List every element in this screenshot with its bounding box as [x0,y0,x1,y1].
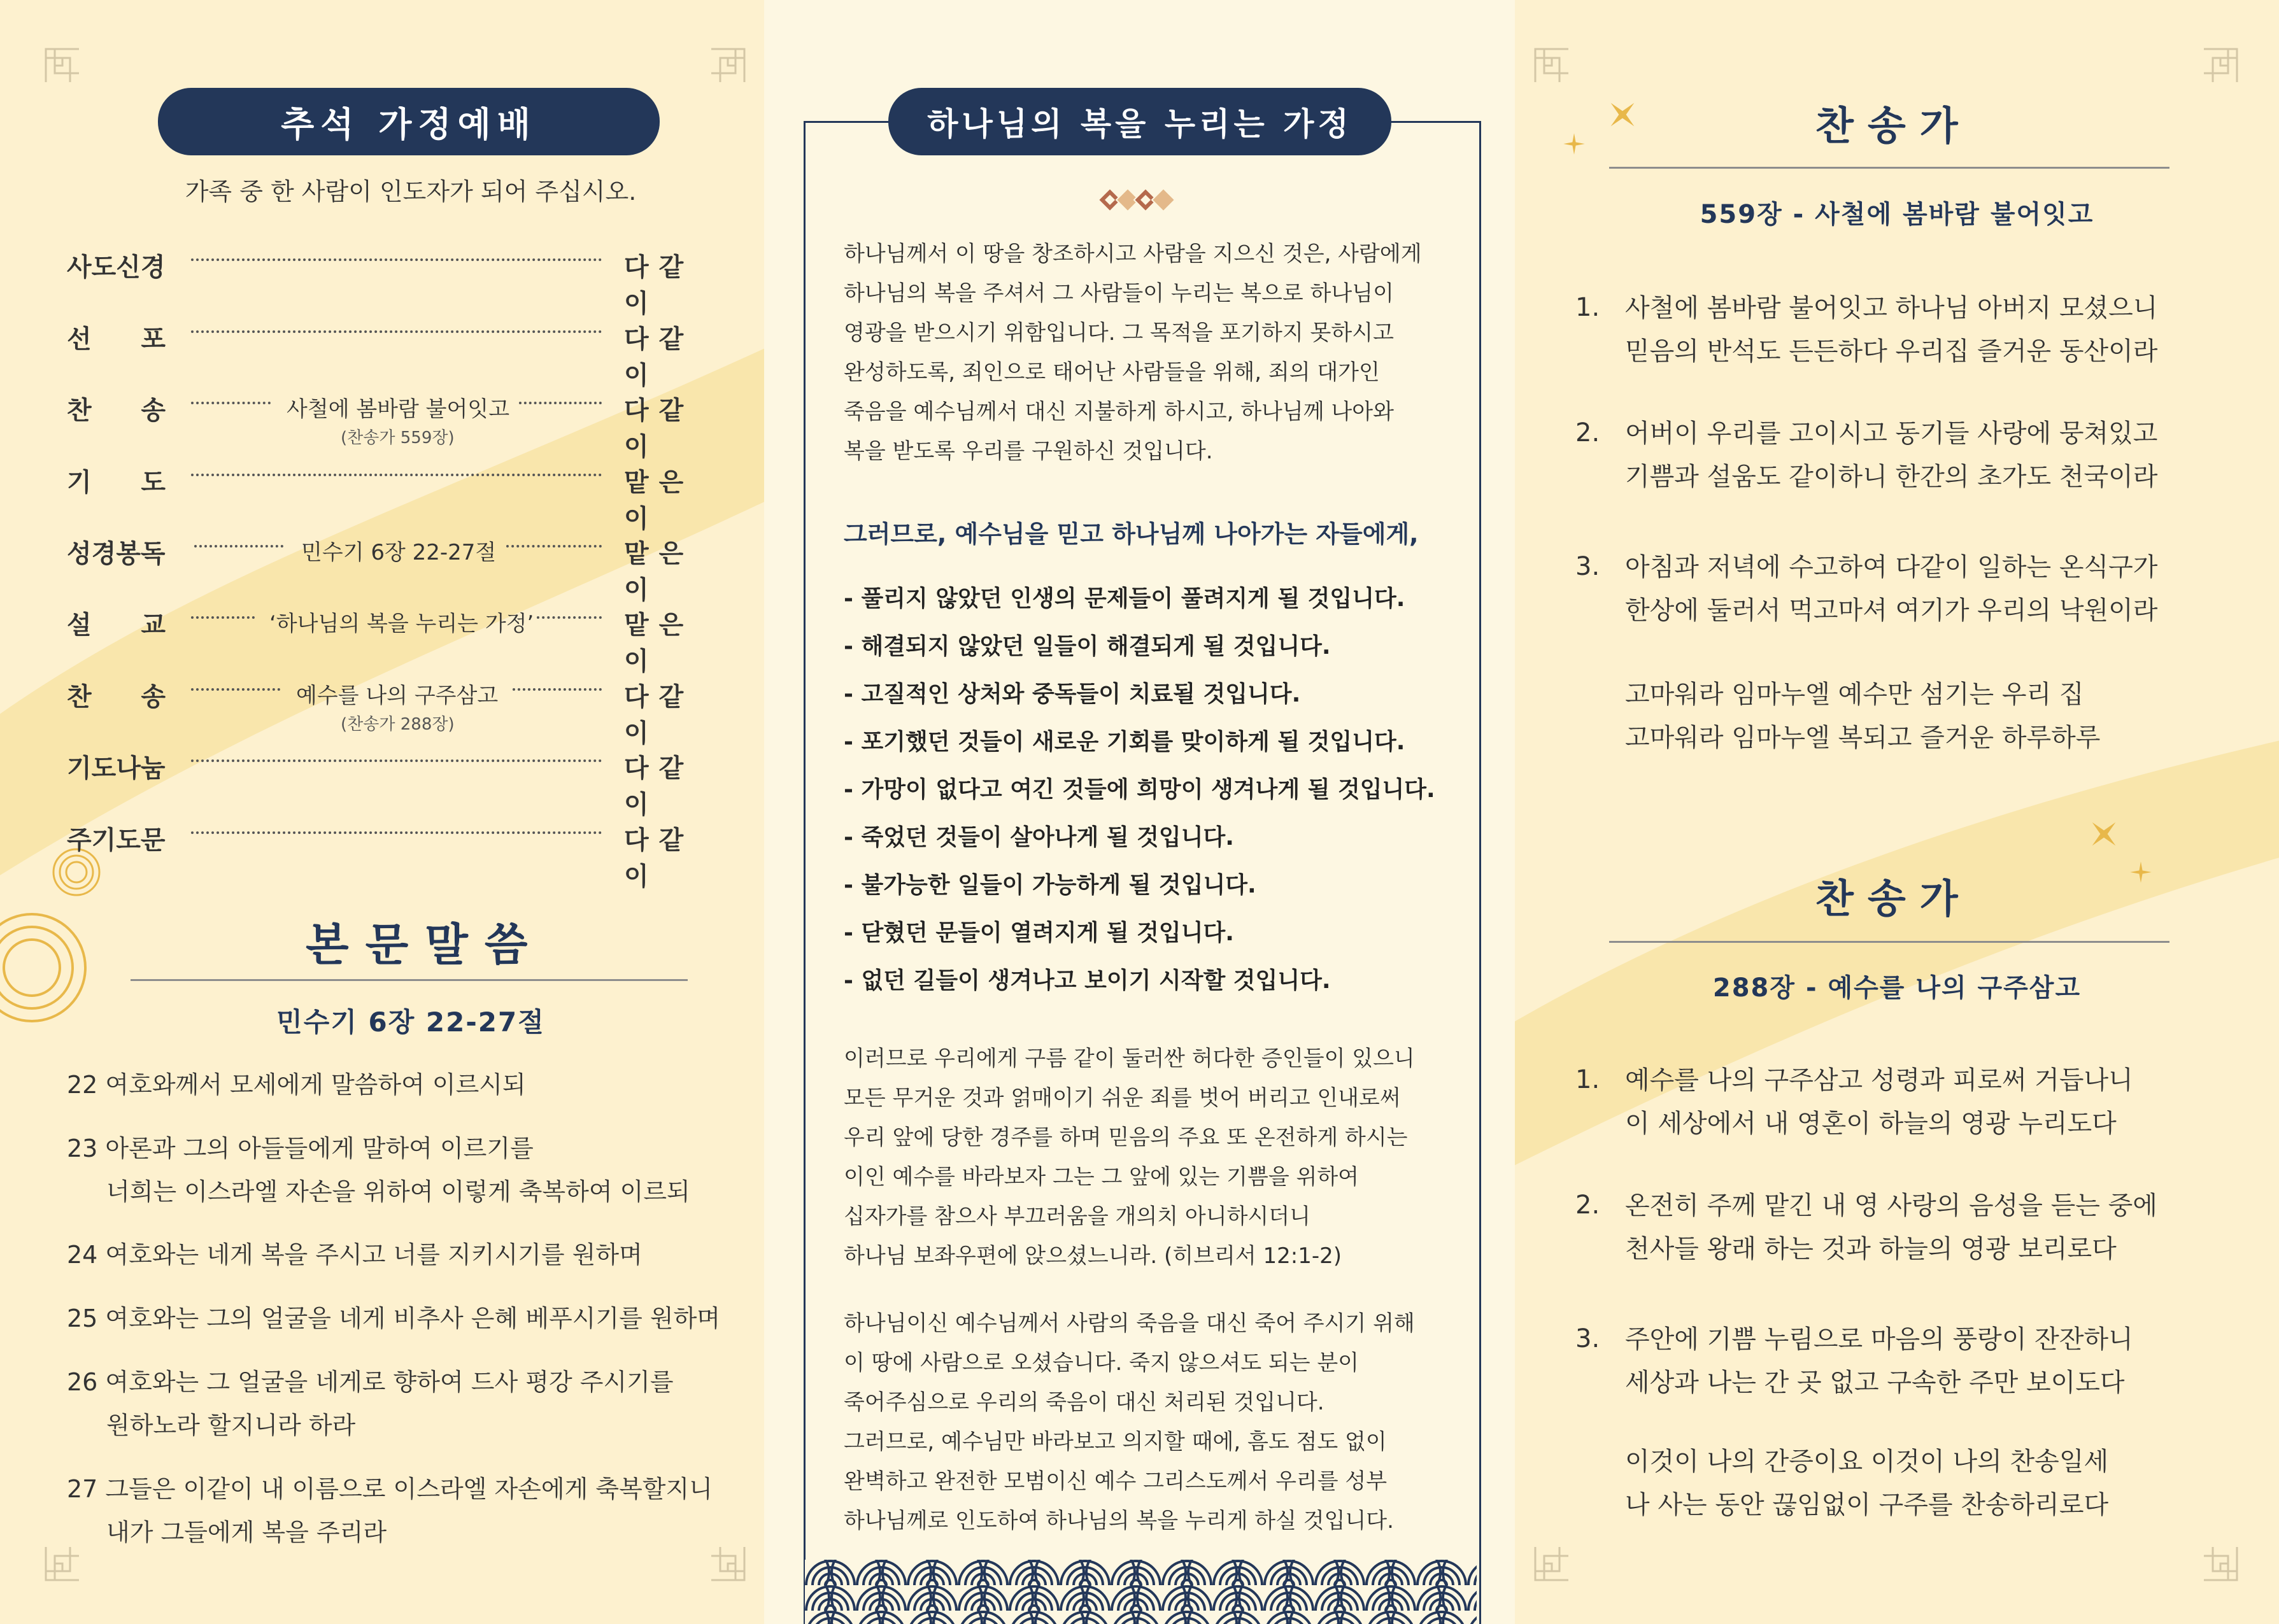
order-participant: 다같이 [624,754,694,819]
promise-item: - 닫혔던 문들이 열려지게 될 것입니다. [844,920,1234,946]
dot-leader [191,759,602,762]
dot-leader [191,402,271,404]
emphasis-line: 그러므로, 예수님을 믿고 하나님께 나아가는 자들에게, [844,520,1419,548]
order-content: ‘하나님의 복을 누리는 가정’ [269,611,534,637]
dot-leader [191,330,602,333]
sparkle-icon [1563,132,1586,155]
hymn-2-divider [1609,941,2169,943]
left-panel [0,0,764,1624]
order-label: 선 포 [67,325,166,354]
hymn-2-refrain: 이것이 나의 간증이요 이것이 나의 찬송일세 나 사는 동안 끊임없이 구주를 찬송하리로다 [1625,1447,2109,1520]
hymn-1-title: 559장 - 사철에 봄바람 불어잇고 [1700,200,2094,229]
worship-title-banner [158,88,660,155]
hymn-2-title: 288장 - 예수를 나의 구주삼고 [1712,973,2082,1003]
dot-leader [191,831,602,834]
stanza-number: 2. [1575,418,1600,448]
order-participant: 다같이 [624,325,694,390]
order-row-hymn-1 [67,385,723,462]
middle-panel [764,0,1515,1624]
dot-leader [519,402,602,404]
lattice-corner-icon [710,48,746,83]
order-row-hymn-2 [67,672,723,748]
hymn-2-heading: 찬송가 [1815,875,1972,922]
order-label: 찬 송 [67,682,166,712]
order-sub-note: (찬송가 559장) [341,428,455,448]
hymn-2-stanza-3: 주안에 기쁨 누림으로 마음의 풍랑이 잔잔하니 세상과 나는 간 곳 없고 구속한 주만 보이도다 [1625,1325,2133,1397]
order-label: 주기도문 [67,826,166,855]
stanza-number: 1. [1575,293,1600,322]
wave-pattern-icon [805,1560,1477,1624]
verse-22: 22 여호와께서 모세에게 말씀하여 이르시되 [67,1071,526,1099]
dot-leader [537,616,602,619]
promise-item: - 풀리지 않았던 인생의 문제들이 풀려지게 될 것입니다. [844,586,1405,612]
order-row-lords-prayer [67,815,723,891]
lattice-corner-icon [1534,1546,1570,1581]
lattice-corner-icon [1534,48,1570,83]
scripture-reference: 민수기 6장 22-27절 [276,1006,545,1038]
promise-item: - 포기했던 것들이 새로운 기회를 맞이하게 될 것입니다. [844,729,1405,755]
verse-26: 26 여호와는 그 얼굴을 네게로 향하여 드사 평강 주시기를 원하노라 할지니라 하라 [67,1368,674,1439]
lattice-corner-icon [2203,1546,2238,1581]
order-participant: 맡은이 [624,468,694,533]
blessing-title-banner [888,88,1391,155]
hebrews-paragraph: 이러므로 우리에게 구름 같이 둘러싼 허다한 증인들이 있으니 모든 무거운 것과 얽매이기 쉬운 죄를 벗어 버리고 인내로써 우리 앞에 당한 경주를 하며 믿음의 주요 또 온전하게 하시는 이인 예수를 바라보자 그는 그 앞에 있는 기쁨을 위하여 십자가를 참으사 부끄러움을 개의치 아니하시더니 하나님 보좌우편에 앉으셨느니라. (히브리서 12:1-2) [844,1046,1415,1269]
dot-leader [191,474,602,476]
order-label: 기도나눔 [67,754,166,783]
order-label: 사도신경 [67,253,166,282]
order-row-proclamation [67,314,723,390]
right-panel [1515,0,2279,1624]
sparkle-icon [2129,861,2152,884]
hymn-1-heading: 찬송가 [1815,102,1972,149]
order-label: 설 교 [67,611,166,640]
verse-27: 27 그들은 이같이 내 이름으로 이스라엘 자손에게 축복할지니 내가 그들에게 복을 주리라 [67,1475,713,1546]
order-row-sermon [67,600,723,676]
scripture-divider [131,979,688,981]
verse-23: 23 아론과 그의 아들들에게 말하여 이르기를 너희는 이스라엘 자손을 위하여 이렇게 축복하여 이르되 [67,1134,690,1206]
order-sub-note: (찬송가 288장) [341,715,455,734]
promise-item: - 없던 길들이 생겨나고 보이기 시작할 것입니다. [844,968,1331,994]
dot-leader [513,688,602,691]
stanza-number: 1. [1575,1065,1600,1094]
order-participant: 다같이 [624,682,694,748]
verse-24: 24 여호와는 네게 복을 주시고 너를 지키시기를 원하며 [67,1241,643,1269]
order-participant: 다같이 [624,396,694,462]
order-participant: 다같이 [624,253,694,318]
dot-leader [194,545,283,547]
lattice-corner-icon [45,48,80,83]
order-participant: 맡은이 [624,611,694,676]
order-row-reading [67,528,723,605]
order-row-prayer-sharing [67,743,723,819]
hymn-2-stanza-2: 온전히 주께 맡긴 내 영 사랑의 음성을 듣는 중에 천사들 왕래 하는 것과 하늘의 영광 보리로다 [1625,1191,2157,1264]
hymn-1-stanza-1: 사철에 봄바람 불어잇고 하나님 아버지 모셨으니 믿음의 반석도 든든하다 우리집 즐거운 동산이라 [1625,293,2158,366]
dot-leader [191,258,602,261]
worship-instruction: 가족 중 한 사람이 인도자가 되어 주십시오. [185,178,637,206]
promise-item: - 고질적인 상처와 중독들이 치료될 것입니다. [844,681,1301,707]
promise-item: - 가망이 없다고 여긴 것들에 희망이 생겨나게 될 것입니다. [844,777,1435,803]
promise-item: - 불가능한 일들이 가능하게 될 것입니다. [844,872,1256,898]
order-participant: 다같이 [624,826,694,891]
diamond-ornament-icon [1097,187,1183,213]
dot-leader [191,688,280,691]
order-participant: 맡은이 [624,539,694,605]
order-row-creed [67,242,723,318]
stanza-number: 3. [1575,1324,1600,1353]
order-content: 민수기 6장 22-27절 [301,540,497,565]
order-content: 예수를 나의 구주삼고 [296,683,499,709]
stanza-number: 3. [1575,552,1600,581]
order-content: 사철에 봄바람 불어잇고 [287,397,510,422]
intro-paragraph: 하나님께서 이 땅을 창조하시고 사람을 지으신 것은, 사람에게 하나님의 복을 주셔서 그 사람들이 누리는 복으로 하나님이 영광을 받으시기 위함입니다. 그 목적을 포기하지 못하시고 완성하도록, 죄인으로 태어난 사람들을 위해, 죄의 대가인 죽음을 예수님께서 대신 지불하게 하시고, 하나님께 나아와 복을 받도록 우리를 구원하신 것입니다. [844,241,1422,464]
order-label: 성경봉독 [67,539,166,568]
closing-paragraph: 하나님이신 예수님께서 사람의 죽음을 대신 죽어 주시기 위해 이 땅에 사람으로 오셨습니다. 죽지 않으셔도 되는 분이 죽어주심으로 우리의 죽음이 대신 처리된 것입니다. 그러므로, 예수님만 바라보고 의지할 때에, 흠도 점도 없이 완벽하고 완전한 모범이신 예수 그리스도께서 우리를 성부 하나님께로 인도하여 하나님의 복을 누리게 하실 것입니다. [844,1311,1415,1534]
order-label: 기 도 [67,468,166,497]
worship-title: 추석 가정예배 [281,104,537,145]
dot-leader [506,545,602,547]
hymn-1-refrain: 고마워라 임마누엘 예수만 섬기는 우리 집 고마워라 임마누엘 복되고 즐거운 하루하루 [1625,680,2101,752]
order-row-prayer [67,457,723,533]
hymn-1-stanza-3: 아침과 저녁에 수고하여 다같이 일하는 온식구가 한상에 둘러서 먹고마셔 여기가 우리의 낙원이라 [1625,553,2158,625]
hymn-1-divider [1609,167,2169,169]
hymn-1-stanza-2: 어버이 우리를 고이시고 동기들 사랑에 뭉쳐있고 기쁨과 설움도 같이하니 한간의 초가도 천국이라 [1625,419,2158,491]
hymn-2-stanza-1: 예수를 나의 구주삼고 성령과 피로써 거듭나니 이 세상에서 내 영혼이 하늘의 영광 누리도다 [1625,1066,2133,1138]
lattice-corner-icon [2203,48,2238,83]
verse-25: 25 여호와는 그의 얼굴을 네게 비추사 은혜 베푸시기를 원하며 [67,1304,720,1332]
lattice-corner-icon [710,1546,746,1581]
promise-item: - 해결되지 않았던 일들이 해결되게 될 것입니다. [844,633,1331,660]
dot-leader [191,616,255,619]
order-label: 찬 송 [67,396,166,425]
promise-item: - 죽었던 것들이 살아나게 될 것입니다. [844,824,1234,851]
scripture-heading: 본문말씀 [306,919,544,971]
stanza-number: 2. [1575,1190,1600,1220]
sparkle-icon [2086,816,2122,852]
blessing-title: 하나님의 복을 누리는 가정 [927,106,1352,143]
sparkle-icon [1605,97,1640,132]
